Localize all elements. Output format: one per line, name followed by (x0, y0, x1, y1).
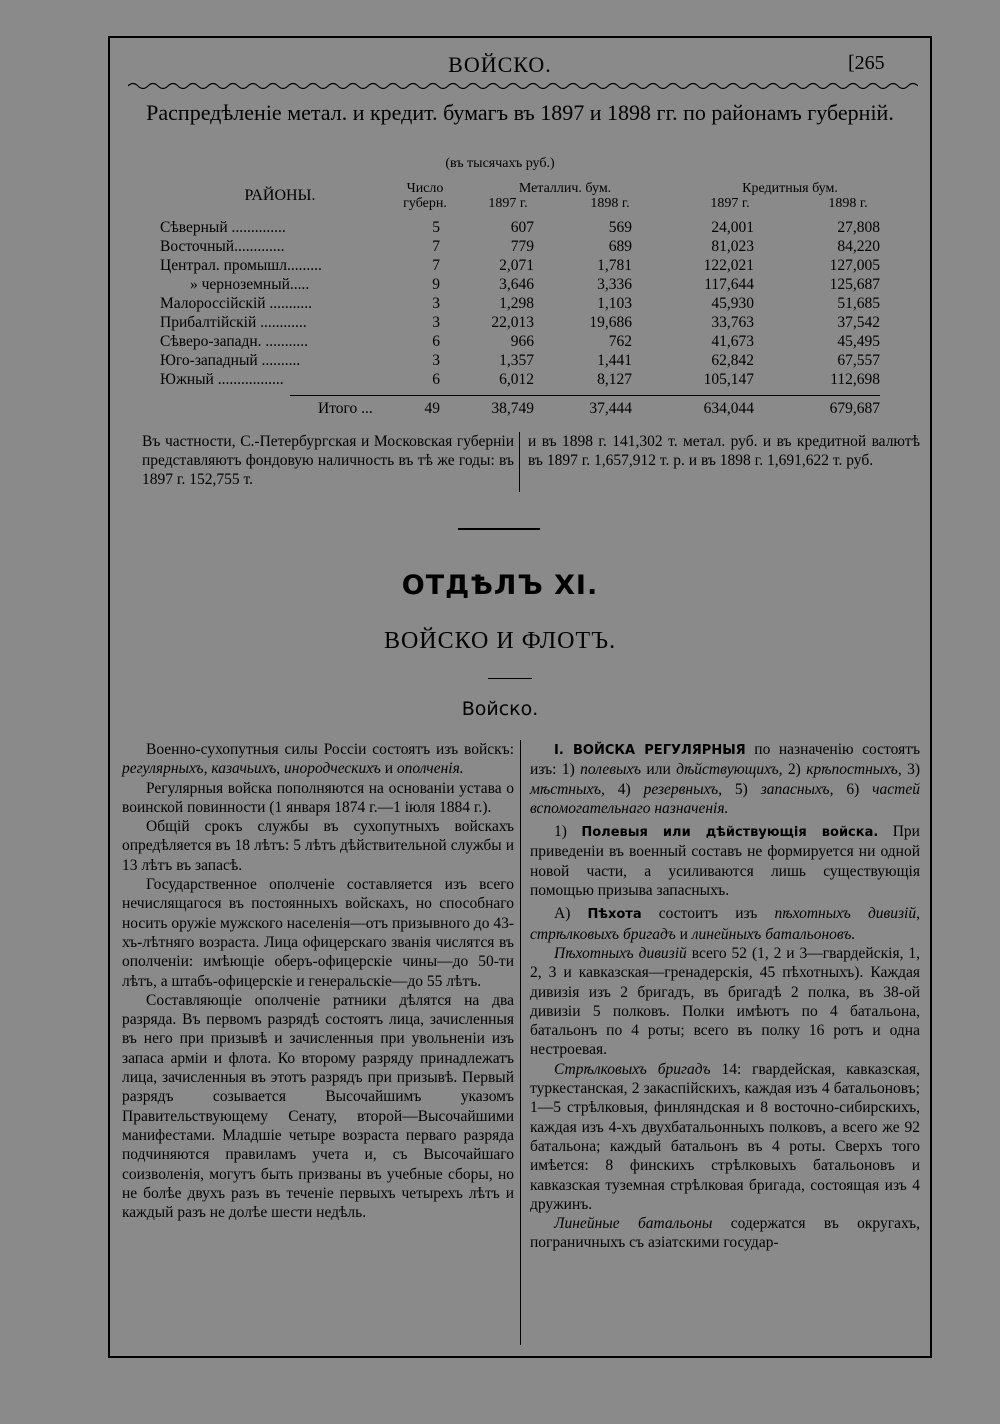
total-credit-1898: 679,687 (829, 400, 880, 417)
credit-1897: 81,023 (711, 238, 754, 255)
text-run-italic: ополченія. (396, 760, 464, 778)
table-row (160, 351, 900, 370)
text-run-italic: регулярныхъ, казачьихъ, инородческихъ (122, 760, 381, 778)
section-title: ОТДѢЛЪ XI. (401, 570, 599, 601)
right-paragraph-2 (530, 822, 920, 900)
text-run-italic: Линейные батальоны (554, 1215, 713, 1233)
right-paragraph-1 (530, 740, 920, 818)
credit-1898: 27,808 (837, 219, 880, 236)
col-header-metal-1898: 1898 г. (590, 196, 630, 211)
text-run: содержатся въ округахъ, пограничныхъ съ азіатскими государ- (530, 1215, 921, 1252)
left-paragraph-1 (122, 740, 514, 779)
page-number: [265 (848, 52, 885, 74)
credit-1898: 45,495 (837, 333, 880, 350)
text-run: всего 52 (1, 2 и 3—гвардейскія, 1, 2, 3 и кавказская—гренадерскія, 45 пѣхотныхъ). Каждая дивизія изъ 2 бригадъ, въ бригадѣ 2 полка, въ 38-ой дивизіи 5 полковъ. Полки имѣютъ по 4 батальона, батальонъ по 4 роты; всего въ полку 16 ротъ и одна нестроевая. (530, 944, 920, 1059)
text-run-italic: дѣйствующихъ, (676, 761, 783, 779)
credit-1897: 45,930 (711, 295, 754, 312)
text-run: 4) (604, 780, 644, 798)
text-run: 5) (722, 780, 761, 798)
text-run-italic: Пѣхотныхъ дивизій (554, 944, 687, 962)
metal-1898: 1,441 (597, 352, 632, 369)
col-header-metal: Металлич. бум. (518, 181, 612, 196)
table-subtitle: (въ тысячахъ руб.) (445, 156, 555, 171)
province-count: 7 (432, 257, 440, 274)
province-count: 5 (432, 219, 440, 236)
col-header-credit-1897: 1897 г. (710, 196, 750, 211)
province-count: 3 (432, 314, 440, 331)
col-header-districts: РАЙОНЫ. (244, 187, 316, 204)
text-run-italic: запасныхъ, (760, 780, 834, 798)
text-run-italic: частей вспомогательнаго назначенія. (530, 780, 920, 817)
credit-1897: 122,021 (703, 257, 754, 274)
total-metal-1898: 37,444 (589, 400, 632, 417)
table-row (160, 275, 900, 294)
left-paragraph-5: Составляющіе ополченіе ратники дѣлятся на два разряда. Въ первомъ разрядѣ состоятъ лица, зачисленныя въ него при призывѣ и зачисленныя при увольненіи изъ запаса арміи и флота. Ко второму разряду принадлежатъ лица, зачисленныя въ этотъ разрядъ при призывѣ. Первый разрядъ созывается Высочайшимъ указомъ Правительствующему Сенату, второй—Высочайшими манифестами. Младшіе четыре возраста перваго разряда подчиняются правиламъ учета и, съ Высочайшаго соизволенія, могутъ быть призваны въ учебные сборы, но не болѣе двухъ разъ въ теченіе первыхъ четырехъ лѣтъ и каждый разъ не долѣе шести недѣль. (122, 991, 514, 1222)
text-run: 6) (833, 780, 873, 798)
text-run: При приведеніи въ военный составъ не формируется ни одной новой части, а усиливаются лишь существующія помощью призыва запасныхъ. (530, 823, 920, 900)
district-name: Сѣверо-западн. ........... (160, 333, 309, 350)
credit-1898: 37,542 (837, 314, 880, 331)
text-run-italic: мѣстныхъ, (530, 780, 605, 798)
left-paragraph-4: Государственное ополченіе составляется изъ всего нечислящагося въ постоянныхъ войскахъ, но способнаго носить оружіе мужского населенія—отъ призывного до 43-хъ-лѣтняго возраста. Лица офицерскаго званія числятся въ ополченіи: имѣющіе оберъ-офицерскіе чины—до 50-ти лѣтъ, а штабъ-офицерскіе и генеральскіе—до 55 лѣтъ. (122, 876, 514, 990)
metal-1898: 1,103 (597, 295, 632, 312)
subtitle-separator (488, 678, 532, 679)
credit-1897: 41,673 (711, 333, 754, 350)
metal-1898: 762 (608, 333, 632, 350)
total-label: Итого ... (318, 400, 373, 417)
metal-1898: 689 (608, 238, 632, 255)
section-separator (458, 528, 540, 530)
subsection-heading: Войско. (461, 698, 539, 720)
province-count: 3 (432, 352, 440, 369)
col-header-metal-1897: 1897 г. (488, 196, 528, 211)
metal-1898: 1,781 (597, 257, 632, 274)
metal-1898: 3,336 (597, 276, 632, 293)
table-row (160, 294, 900, 313)
province-count: 6 (432, 371, 440, 388)
col-header-count-line1: Число (406, 181, 444, 196)
text-run: и (380, 760, 397, 778)
text-run-bold: I. ВОЙСКА РЕГУЛЯРНЫЯ (554, 743, 746, 758)
total-credit-1897: 634,044 (703, 400, 754, 417)
text-run: А) (554, 905, 588, 923)
col-header-credit: Кредитныя бум. (742, 181, 838, 196)
table-row (160, 237, 900, 256)
metal-1898: 8,127 (597, 371, 632, 388)
text-run-italic: полевыхъ (580, 761, 642, 779)
credit-1898: 84,220 (837, 238, 880, 255)
metal-1898: 569 (608, 219, 632, 236)
district-name: Сѣверный .............. (160, 219, 286, 236)
metal-1897: 1,298 (499, 295, 534, 312)
text-run: 1) (554, 823, 582, 841)
text-run-italic: линейныхъ батальоновъ. (691, 925, 856, 943)
text-run: по назначенію состоятъ изъ: 1) (530, 741, 920, 779)
column-divider (520, 740, 521, 1345)
credit-1898: 67,557 (837, 352, 880, 369)
table-row (160, 332, 900, 351)
table-row (160, 313, 900, 332)
right-paragraph-3 (530, 904, 920, 944)
right-column (530, 740, 920, 1253)
district-name: » черноземный..... (190, 276, 310, 293)
right-paragraph-5 (530, 1060, 920, 1214)
text-run: 3) (901, 761, 921, 779)
col-header-credit-1898: 1898 г. (828, 196, 868, 211)
text-run: состоитъ изъ (641, 905, 775, 923)
district-name: Прибалтійскій ............ (160, 314, 307, 331)
running-title: ВОЙСКО. (448, 52, 552, 77)
text-run-bold: Полевыя или дѣйствующія войска. (581, 825, 879, 841)
table-row (160, 256, 900, 275)
wavy-rule (128, 80, 918, 92)
note-left: Въ частности, С.-Петербургская и Московская губерніи представляютъ фондовую наличность въ тѣ же годы: въ 1897 г. 152,755 т. (142, 433, 514, 488)
credit-1898: 112,698 (830, 371, 880, 388)
left-column (122, 740, 514, 1222)
province-count: 3 (432, 295, 440, 312)
province-count: 7 (432, 238, 440, 255)
left-paragraph-2: Регулярныя войска пополняются на основаніи устава о воинской повинности (1 января 1874 г.—1 іюля 1884 г.). (122, 779, 514, 816)
credit-1897: 117,644 (704, 276, 754, 293)
section-subtitle: ВОЙСКО И ФЛОТЪ. (383, 628, 617, 654)
metal-1897: 779 (510, 238, 534, 255)
province-count: 6 (432, 333, 440, 350)
text-run: и (675, 925, 692, 943)
total-rule (290, 395, 880, 396)
province-count: 9 (432, 276, 440, 293)
credit-1898: 51,685 (837, 295, 880, 312)
text-run: 14: гвардейская, кавказская, туркестанская, 2 закаспійскихъ, каждая изъ 4 батальоновъ; 1—5 стрѣлковыя, финляндская и 8 восточно-сибирскихъ, каждая изъ 4-хъ двухбатальонныхъ полковъ, а всего же 92 батальона; каждый батальонъ въ 4 роты. Сверхъ того имѣется: 8 финскихъ стрѣлковыхъ батальоновъ и кавказская туземная стрѣлковая бригада, состоящая изъ 4 дружинъ. (530, 1060, 920, 1213)
total-metal-1897: 38,749 (491, 400, 534, 417)
right-paragraph-6 (530, 1214, 920, 1253)
right-paragraph-4 (530, 944, 920, 1060)
metal-1897: 2,071 (499, 257, 534, 274)
text-run-italic: Стрѣлковыхъ бригадъ (554, 1060, 711, 1078)
district-name: Малороссійскій ........... (160, 295, 313, 312)
note-divider (519, 432, 520, 492)
left-paragraph-3: Общій срокъ службы въ сухопутныхъ войскахъ опредѣляется въ 18 лѣтъ: 5 лѣтъ дѣйствительной службы и 13 лѣтъ въ запасѣ. (122, 818, 514, 874)
col-header-count-line2: губерн. (403, 196, 447, 211)
text-run: или (641, 761, 677, 779)
total-count: 49 (424, 400, 440, 417)
text-run: 2) (782, 761, 807, 779)
credit-1897: 33,763 (711, 314, 754, 331)
table-total-row (160, 399, 900, 418)
text-run: Военно-сухопутныя силы Россіи состоятъ изъ войскъ: (146, 741, 514, 758)
metal-1897: 966 (510, 333, 534, 350)
district-name: Юго-западный .......... (160, 352, 301, 369)
district-name: Централ. промышл......... (160, 257, 322, 274)
metal-1898: 19,686 (589, 314, 632, 331)
text-run-bold: Пѣхота (587, 907, 642, 923)
metal-1897: 3,646 (499, 276, 534, 293)
credit-1897: 24,001 (711, 219, 754, 236)
table-row (160, 218, 900, 237)
credit-1898: 125,687 (829, 276, 880, 293)
table-row (160, 370, 900, 389)
district-name: Южный ................. (160, 371, 284, 388)
credit-1897: 105,147 (703, 371, 754, 388)
metal-1897: 1,357 (499, 352, 534, 369)
table-title: Распредѣленіе метал. и кредит. бумагъ въ 1897 и 1898 гг. по районамъ губерній. (146, 100, 894, 125)
metal-1897: 22,013 (491, 314, 534, 331)
district-name: Восточный............. (160, 238, 285, 255)
metal-1897: 6,012 (499, 371, 534, 388)
text-run-italic: резервныхъ, (643, 780, 723, 798)
text-run-italic: крѣпостныхъ, (806, 761, 902, 779)
metal-1897: 607 (510, 219, 534, 236)
credit-1898: 127,005 (829, 257, 880, 274)
credit-1897: 62,842 (711, 352, 754, 369)
col-header-count (385, 181, 465, 211)
note-right: и въ 1898 г. 141,302 т. метал. руб. и въ кредитной валютѣ въ 1897 г. 1,657,912 т. р. и въ 1898 г. 1,691,622 т. руб. (528, 433, 920, 469)
text-run-italic: пѣхотныхъ дивизій, стрѣлковыхъ бригадъ (530, 905, 920, 943)
